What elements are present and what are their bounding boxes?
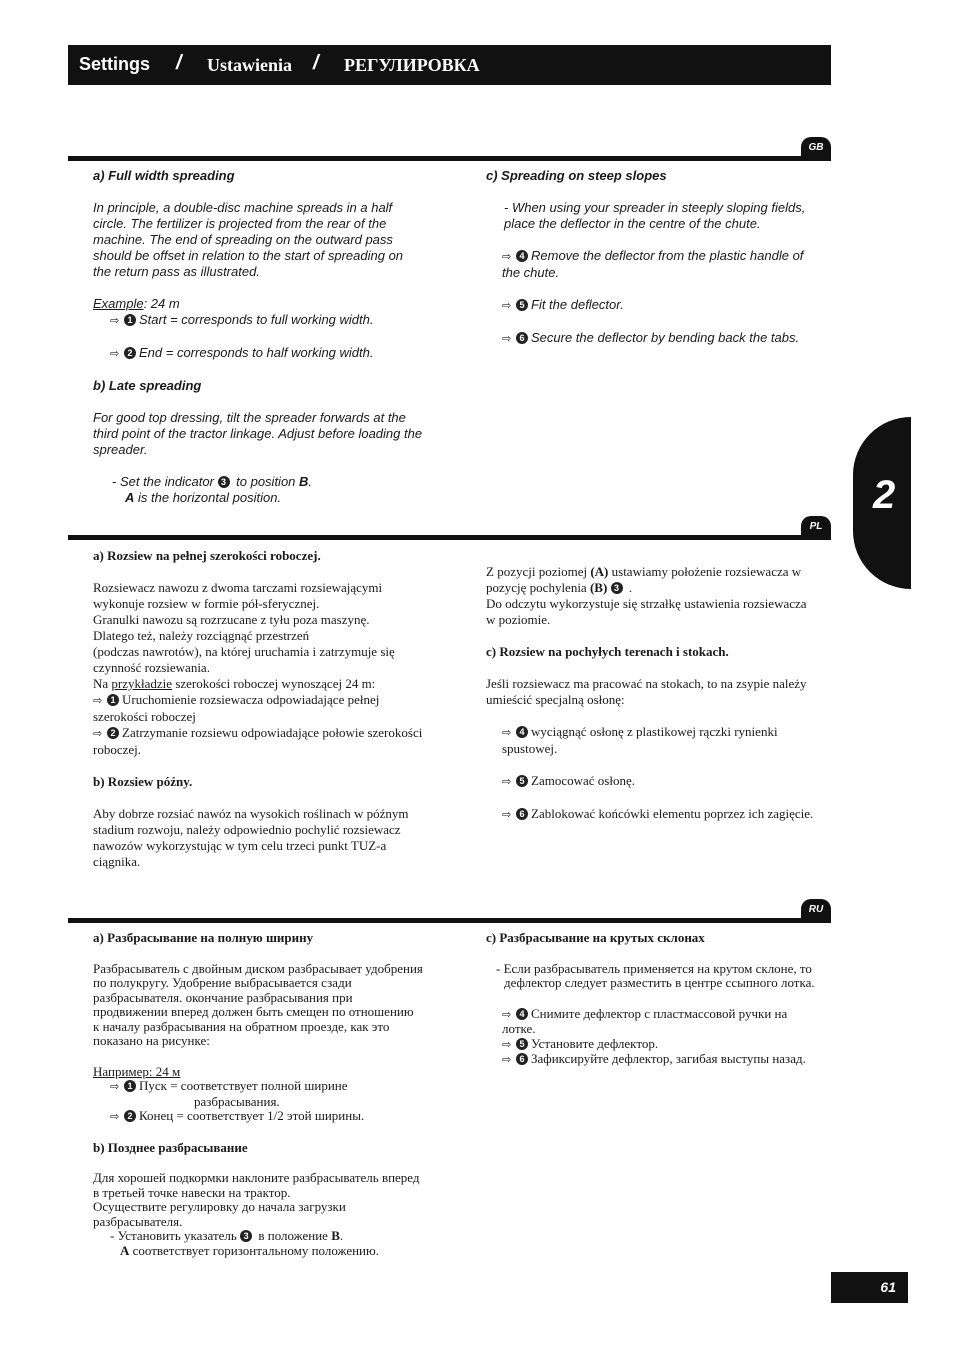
ru-step-6 — [486, 1052, 816, 1068]
step-number-icon: 2 — [124, 1110, 136, 1122]
pl-heading-c: c) Rozsiew na pochyłych terenach i stokach. — [486, 644, 729, 659]
title-ru: РЕГУЛИРОВКА — [344, 55, 480, 75]
pl-heading-a: a) Rozsiew na pełnej szerokości roboczej. — [93, 548, 321, 563]
ru-right-column — [486, 931, 816, 1068]
ru-indicator-step — [93, 1229, 423, 1244]
pl-step-6-text: Zablokować końcówki elementu poprzez ich zagięcie. — [531, 806, 814, 821]
arrow-right-icon: ⇨ — [502, 1007, 512, 1021]
ru-step-6-text: Зафиксируйте дефлектор, загибая выступы назад. — [531, 1051, 806, 1066]
pl-paragraph-c: Jeśli rozsiewacz ma pracować na stokach, to na zsypie należy umieścić specjalną osłonę: — [486, 676, 807, 707]
pl-step-5-text: Zamocować osłonę. — [531, 773, 635, 788]
arrow-right-icon: ⇨ — [502, 808, 512, 821]
ru-example: Например: 24 м — [93, 1063, 181, 1079]
step-number-icon: 1 — [107, 694, 119, 706]
gb-step-4 — [486, 248, 816, 281]
gb-step-2 — [93, 345, 423, 362]
language-badge-ru: RU — [801, 899, 831, 919]
step-number-icon: 5 — [516, 299, 528, 311]
arrow-right-icon: ⇨ — [110, 1110, 120, 1123]
pl-right-column — [486, 564, 816, 823]
arrow-right-icon: ⇨ — [502, 250, 512, 263]
ru-step-1 — [93, 1079, 423, 1095]
pl-paragraph-b: Aby dobrze rozsiać nawóz na wysokich roślinach w późnym stadium rozwoju, należy odpowiednio pochylić rozsiewacz nawozów wykorzystując w tym celu trzeci punkt TUZ-a ciągnika. — [93, 806, 409, 869]
gb-heading-b: b) Late spreading — [93, 378, 202, 393]
pl-position-text-2: ustawiamy położenie rozsiewacza w pozycję pochylenia — [486, 564, 802, 595]
step-number-icon: 5 — [516, 775, 528, 787]
step-number-icon: 4 — [516, 250, 528, 262]
pl-step-4-text: wyciągnąć osłonę z plastikowej rączki rynienki spustowej. — [502, 724, 778, 756]
ru-horizontal-text: соответствует горизонтальному положению. — [132, 1242, 379, 1258]
ru-step-2 — [93, 1109, 423, 1125]
punctuation: . — [308, 474, 313, 489]
step-number-icon: 3 — [218, 476, 230, 488]
ru-paragraph-c: - Если разбрасыватель применяется на крутом склоне, то дефлектор следует разместить в центре ссыпного лотка. — [496, 960, 815, 990]
ru-indicator-text: - Установить указатель — [110, 1228, 237, 1243]
pl-example — [93, 676, 423, 692]
ru-heading-c: c) Разбрасывание на крутых склонах — [486, 930, 705, 945]
punctuation: . — [339, 1228, 344, 1243]
section-divider — [68, 918, 831, 923]
arrow-right-icon: ⇨ — [502, 1053, 512, 1066]
pl-heading-b: b) Rozsiew późny. — [93, 774, 193, 789]
page-number — [831, 1272, 908, 1303]
section-divider — [68, 156, 831, 161]
arrow-right-icon: ⇨ — [502, 726, 512, 739]
ru-step-5 — [486, 1037, 816, 1053]
step-number-icon: 1 — [124, 1080, 136, 1092]
pl-step-1 — [93, 692, 423, 725]
position-b-label: (B) — [589, 580, 608, 595]
ru-heading-a: а) Разбрасывание на полную ширину — [93, 930, 314, 945]
arrow-right-icon: ⇨ — [110, 314, 120, 327]
position-a-label: A — [120, 1242, 130, 1258]
position-b-label: B — [299, 474, 309, 489]
step-number-icon: 4 — [516, 726, 528, 738]
ru-step-4-text: Снимите дефлектор с пластмассовой ручки на лотке. — [502, 1005, 788, 1036]
pl-paragraph-a: Rozsiewacz nawozu z dwoma tarczami rozsiewającymi wykonuje rozsiew w formie pół-sferycznej. Granulki nawozu są rozrzucane z tyłu poza maszynę. Dlatego też, należy rozciągnąć przestrzeń (podczas nawrotów), na której uruchamia i zatrzymuje się czynność rozsiewania. — [93, 580, 395, 675]
arrow-right-icon: ⇨ — [110, 1080, 120, 1093]
step-number-icon: 6 — [516, 808, 528, 820]
gb-indicator-step — [93, 474, 423, 490]
gb-paragraph-a: In principle, a double-disc machine spreads in a half circle. The fertilizer is projected from the rear of the machine. The end of spreading on the outward pass should be offset in relation to the start of spreading on the return pass as illustrated. — [93, 200, 404, 279]
gb-step-6-text: Secure the deflector by bending back the tabs. — [531, 330, 800, 345]
arrow-right-icon: ⇨ — [502, 775, 512, 788]
gb-heading-c: c) Spreading on steep slopes — [486, 168, 667, 183]
gb-step-6 — [486, 330, 816, 347]
chapter-number: 2 — [873, 473, 896, 517]
pl-step-5 — [486, 773, 816, 790]
ru-left-column — [93, 931, 423, 1258]
step-number-icon: 1 — [124, 314, 136, 326]
ru-step-1-continued: разбрасывания. — [194, 1093, 280, 1109]
pl-left-column — [93, 548, 423, 870]
step-number-icon: 5 — [516, 1038, 528, 1050]
ru-step-1-text: Пуск = соответствует полной ширине — [139, 1078, 348, 1093]
title-separator: / — [176, 52, 182, 74]
gb-step-4-text: Remove the deflector from the plastic handle of the chute. — [502, 248, 804, 280]
title-pl: Ustawienia — [207, 55, 292, 75]
position-b-label: B — [331, 1228, 340, 1243]
ru-heading-b: b) Позднее разбрасывание — [93, 1139, 248, 1155]
gb-horizontal-note — [93, 490, 423, 506]
language-badge-pl: PL — [801, 516, 831, 536]
arrow-right-icon: ⇨ — [110, 347, 120, 360]
pl-step-2 — [93, 725, 423, 758]
gb-step-1-text: Start = corresponds to full working width. — [139, 312, 374, 327]
ru-paragraph-a: Разбрасыватель с двойным диском разбрасывает удобрения по полукругу. Удобрение выбрасывается сзади разбрасывателя. окончание разбрасывания при продвижении вперед должен быть смещен по отношению к началу разбрасывания на обратном проезде, как это показано на рисунке: — [93, 960, 423, 1048]
position-a-label: (A) — [590, 564, 609, 579]
pl-example-label: przykładzie — [111, 676, 173, 691]
ru-step-2-text: Конец = соответствует 1/2 этой ширины. — [139, 1108, 365, 1123]
pl-paragraph-reading: Do odczytu wykorzystuje się strzałkę ustawienia rozsiewacza w poziomie. — [486, 596, 807, 627]
step-number-icon: 4 — [516, 1008, 528, 1020]
pl-position-text: Z pozycji poziomej — [486, 564, 588, 579]
gb-horizontal-text: is the horizontal position. — [138, 490, 282, 505]
gb-example — [93, 296, 423, 312]
title-separator: / — [313, 52, 319, 74]
step-number-icon: 2 — [124, 347, 136, 359]
ru-horizontal-note — [93, 1244, 423, 1259]
position-a-label: A — [125, 490, 135, 505]
section-divider — [68, 535, 831, 540]
step-number-icon: 2 — [107, 727, 119, 739]
step-number-icon: 3 — [611, 582, 623, 594]
language-badge-gb: GB — [801, 137, 831, 157]
ru-step-4 — [486, 1007, 816, 1037]
pl-example-post: szerokości roboczej wynoszącej 24 m: — [175, 676, 376, 691]
arrow-right-icon: ⇨ — [502, 332, 512, 345]
gb-step-1 — [93, 312, 423, 329]
punctuation: . — [628, 580, 633, 595]
arrow-right-icon: ⇨ — [93, 694, 103, 707]
step-number-icon: 6 — [516, 1053, 528, 1065]
page-number-text: 61 — [880, 1279, 896, 1295]
gb-right-column — [486, 168, 816, 347]
pl-step-2-text: Zatrzymanie rozsiewu odpowiadające połowie szerokości roboczej. — [93, 725, 423, 757]
arrow-right-icon: ⇨ — [93, 727, 103, 740]
gb-indicator-text-2: to position — [236, 474, 296, 489]
arrow-right-icon: ⇨ — [502, 1037, 512, 1051]
gb-step-5 — [486, 297, 816, 314]
ru-paragraph-b: Для хорошей подкормки наклоните разбрасыватель вперед в третьей точке навески на трактор. Осуществите регулировку до начала загрузки разбрасывателя. — [93, 1170, 420, 1229]
gb-step-5-text: Fit the deflector. — [531, 297, 624, 312]
title-en: Settings — [79, 54, 151, 74]
gb-left-column — [93, 168, 423, 506]
pl-step-4 — [486, 724, 816, 757]
pl-step-1-text: Uruchomienie rozsiewacza odpowiadające pełnej szerokości roboczej — [93, 692, 380, 724]
gb-paragraph-b: For good top dressing, tilt the spreader forwards at the third point of the tractor linkage. Adjust before loading the spreader. — [93, 410, 423, 457]
header-bar — [68, 45, 831, 85]
gb-step-2-text: End = corresponds to half working width. — [139, 345, 374, 360]
pl-step-6 — [486, 806, 816, 823]
gb-paragraph-c: - When using your spreader in steeply sloping fields, place the deflector in the centre of the chute. — [504, 200, 806, 231]
gb-example-label: Example — [93, 296, 144, 311]
pl-example-pre: Na — [93, 676, 109, 691]
arrow-right-icon: ⇨ — [502, 299, 512, 312]
gb-example-value: : 24 m — [143, 296, 180, 311]
step-number-icon: 3 — [240, 1230, 252, 1242]
pl-paragraph-position — [486, 564, 816, 596]
gb-indicator-text: - Set the indicator — [112, 474, 214, 489]
gb-heading-a: a) Full width spreading — [93, 168, 235, 183]
chapter-tab — [853, 417, 911, 589]
ru-step-5-text: Установите дефлектор. — [531, 1035, 659, 1051]
step-number-icon: 6 — [516, 332, 528, 344]
ru-indicator-text-2: в положение — [258, 1228, 328, 1243]
